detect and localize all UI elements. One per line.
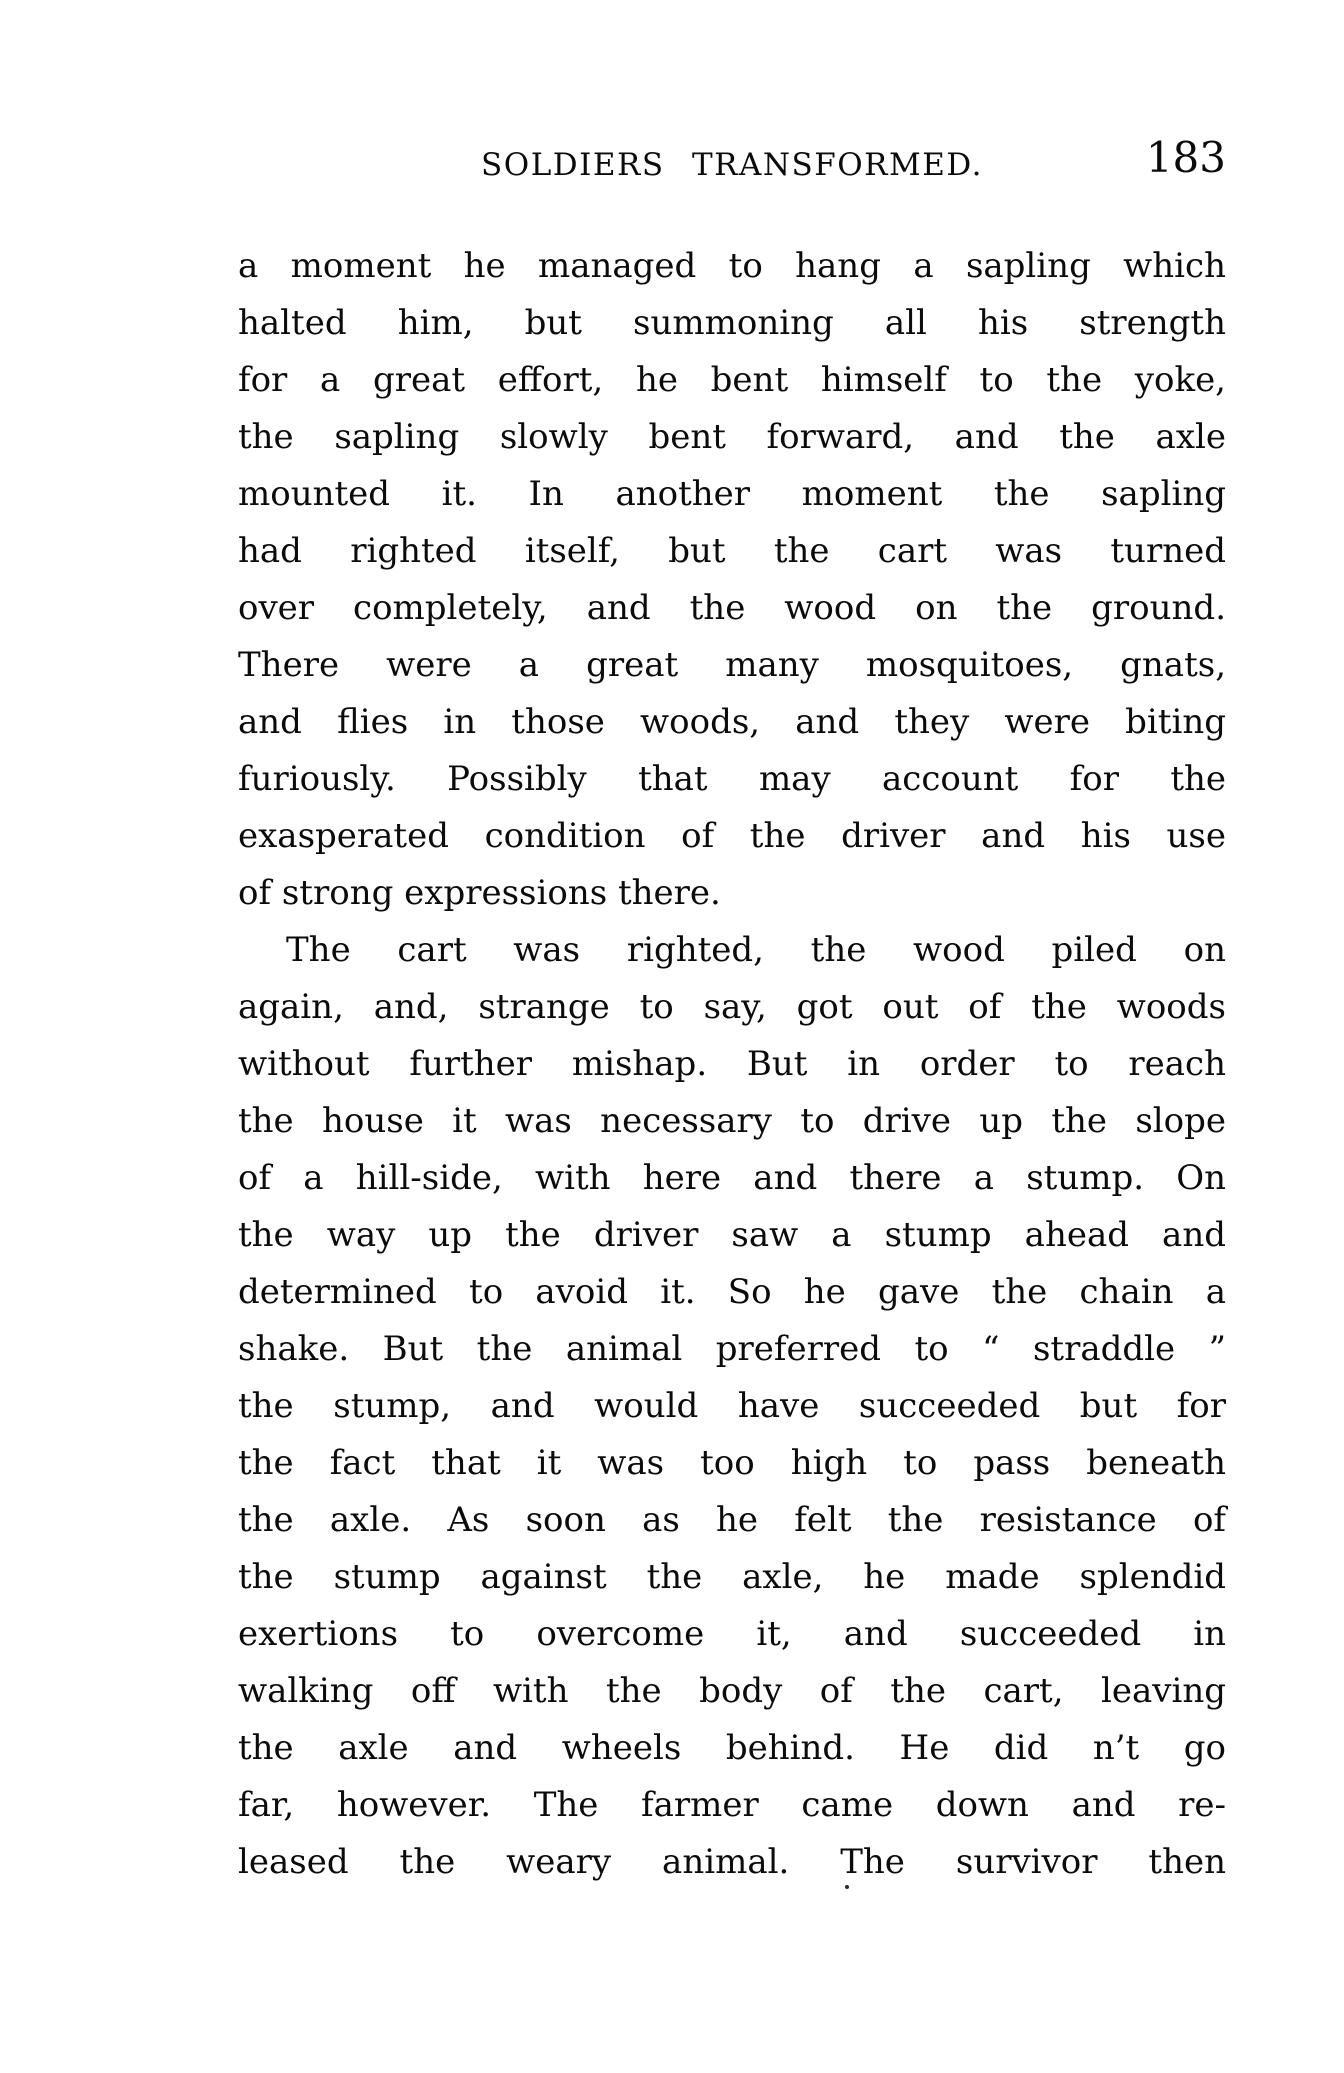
- text-line: determined to avoid it. So he gave the chain a: [238, 1272, 1226, 1312]
- text-line: mounted it. In another moment the sapling: [238, 474, 1226, 514]
- page-header: [238, 133, 1226, 196]
- text-line: shake. But the animal preferred to “ straddle ”: [238, 1329, 1226, 1369]
- text-line: the stump, and would have succeeded but for: [238, 1386, 1226, 1426]
- text-line-paragraph-end: of strong expressions there.: [238, 873, 721, 913]
- text-line: and flies in those woods, and they were biting: [238, 702, 1226, 742]
- text-line: the house it was necessary to drive up the slope: [238, 1101, 1226, 1141]
- text-line-paragraph-start: The cart was righted, the wood piled on: [286, 930, 1226, 970]
- text-line: the axle and wheels behind. He did n’t go: [238, 1728, 1226, 1768]
- scan-artifact-speck: [845, 1885, 849, 1889]
- text-line: halted him, but summoning all his strength: [238, 303, 1226, 343]
- body-text: [238, 238, 1226, 1891]
- running-head: SOLDIERS TRANSFORMED.: [481, 147, 983, 183]
- text-line: leased the weary animal. The survivor then: [238, 1842, 1226, 1882]
- page-number: 183: [1145, 133, 1226, 182]
- text-line: There were a great many mosquitoes, gnats,: [238, 645, 1226, 685]
- text-line: without further mishap. But in order to reach: [238, 1044, 1226, 1084]
- text-line: over completely, and the wood on the ground.: [238, 588, 1226, 628]
- text-line: for a great effort, he bent himself to the yoke,: [238, 360, 1226, 400]
- text-line: exertions to overcome it, and succeeded in: [238, 1614, 1226, 1654]
- text-line: walking off with the body of the cart, leaving: [238, 1671, 1226, 1711]
- text-line: the fact that it was too high to pass beneath: [238, 1443, 1226, 1483]
- text-line: a moment he managed to hang a sapling which: [238, 246, 1226, 286]
- text-line: the way up the driver saw a stump ahead and: [238, 1215, 1226, 1255]
- text-line: the sapling slowly bent forward, and the axle: [238, 417, 1226, 457]
- text-line: the axle. As soon as he felt the resistance of: [238, 1500, 1226, 1540]
- text-line: had righted itself, but the cart was turned: [238, 531, 1226, 571]
- text-line: the stump against the axle, he made splendid: [238, 1557, 1226, 1597]
- text-line: far, however. The farmer came down and re-: [238, 1785, 1226, 1825]
- text-line: again, and, strange to say, got out of the woods: [238, 987, 1226, 1027]
- text-line: furiously. Possibly that may account for the: [238, 759, 1226, 799]
- text-line: exasperated condition of the driver and his use: [238, 816, 1226, 856]
- text-line: of a hill-side, with here and there a stump. On: [238, 1158, 1226, 1198]
